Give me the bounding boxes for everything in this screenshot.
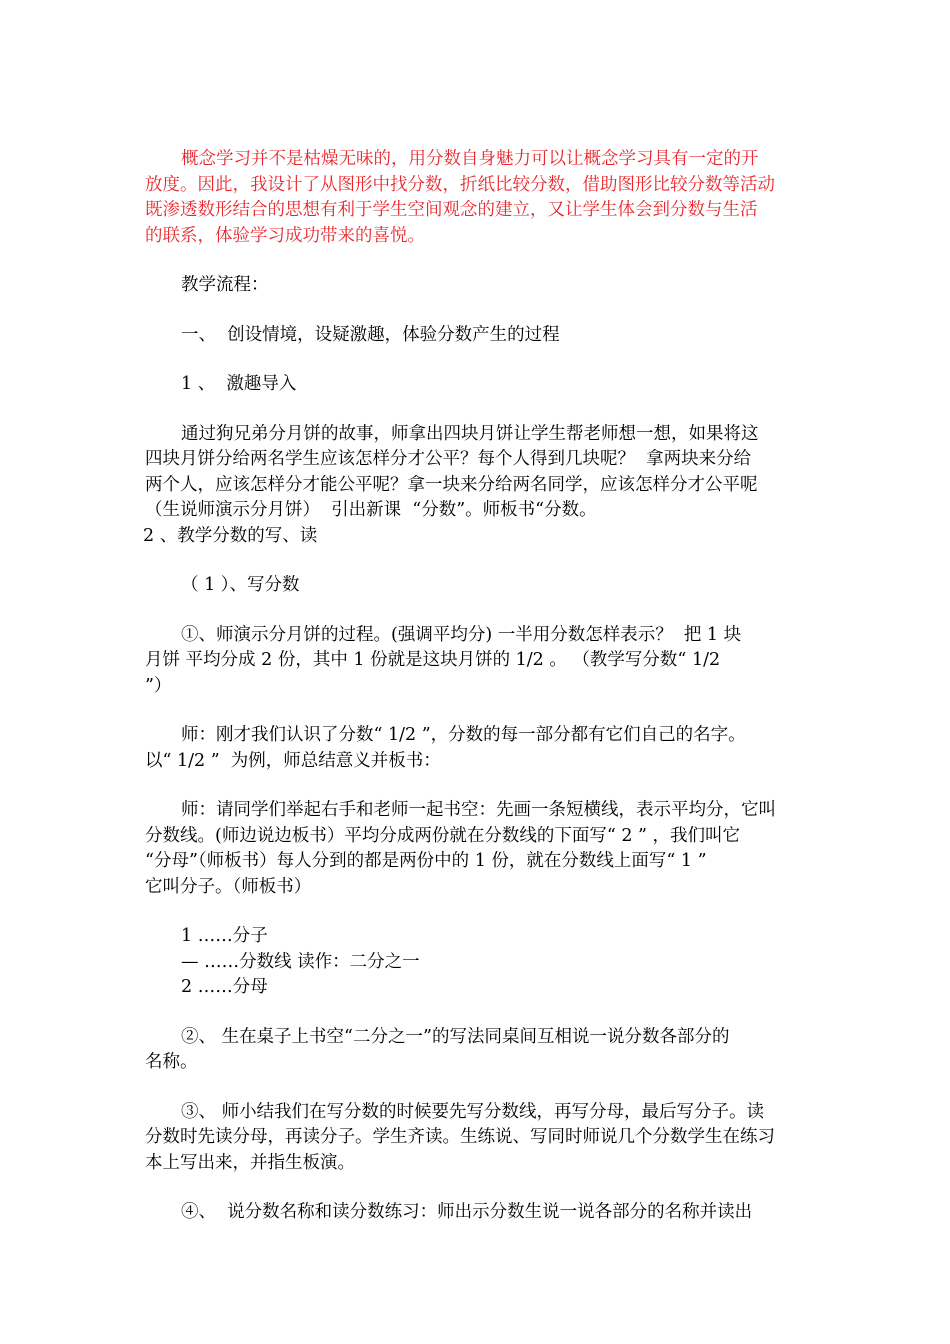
board-line-numerator: 1 ……分子 [181,926,268,946]
story-line: 两个人，应该怎样分才能公平呢？拿一块来分给两名同学，应该怎样分才公平呢 [145,474,758,495]
story-line: 通过狗兄弟分月饼的故事，师拿出四块月饼让学生帮老师想一想，如果将这 [181,423,759,444]
board-line-denominator: 2 ……分母 [181,977,268,997]
intro-line: 既渗透数形结合的思想有利于学生空间观念的建立，又让学生体会到分数与生活 [145,200,758,220]
step2-paragraph [145,1025,813,1076]
intro-paragraph [145,147,813,249]
board-notes [145,924,813,1001]
intro-line: 的联系，体验学习成功带来的喜悦。 [145,225,425,246]
section-heading-1: 一、 创设情境，设疑激趣，体验分数产生的过程 [181,324,560,345]
teacher2-paragraph [145,798,813,900]
subsection-heading-2-1: （ 1 ）、写分数 [181,575,300,595]
step4-line: ④、 说分数名称和读分数练习：师出示分数生说一说各部分的名称并读出 [181,1202,753,1222]
teacher1-paragraph [145,723,813,774]
teacher1-line: 以“ 1/2 ” 为例，师总结意义并板书： [145,750,441,771]
subsection-heading-2: 2 、教学分数的写、读 [143,525,318,546]
step2-line: ②、 生在桌子上书空“二分之一”的写法同桌间互相说一说分数各部分的 [181,1026,730,1047]
step3-paragraph [145,1100,813,1177]
story-line: （生说师演示分月饼） 引出新课 “分数”。师板书“分数。 [145,500,597,520]
board-line-fraction-bar: — ……分数线 读作：二分之一 [181,951,420,972]
step3-line: 分数时先读分母，再读分子。学生齐读。生练说、写同时师说几个分数学生在练习 [145,1127,775,1147]
intro-line: 放度。因此，我设计了从图形中找分数，折纸比较分数，借助图形比较分数等活动 [145,174,775,195]
teacher1-line: 师：刚才我们认识了分数“ 1/2 ”，分数的每一部分都有它们自己的名字。 [181,725,746,745]
step1-line: ①、师演示分月饼的过程。(强调平均分) 一半用分数怎样表示？ 把 1 块 [181,624,742,645]
step2-line: 名称。 [145,1052,198,1072]
story-paragraph [145,422,813,524]
teacher2-line: 师：请同学们举起右手和老师一起书空：先画一条短横线，表示平均分，它叫 [181,800,776,820]
teacher2-line: “分母”（师板书）每人分到的都是两份中的 1 份，就在分数线上面写“ 1 ” [145,851,707,871]
step1-line: 月饼 平均分成 2 份，其中 1 份就是这块月饼的 1/2 。 （教学写分数“ 1/2 [145,650,721,670]
document-page [145,147,813,1226]
flow-title: 教学流程： [181,275,269,295]
teacher2-line: 分数线。(师边说边板书）平均分成两份就在分数线的下面写“ 2 ” ，我们叫它 [145,825,741,846]
step4-paragraph [145,1200,813,1226]
teacher2-line: 它叫分子。（师板书） [145,876,312,897]
step1-paragraph [145,623,813,700]
step1-line: ”） [145,675,172,696]
subsection-heading-1: 1 、 激趣导入 [181,374,297,394]
story-line: 四块月饼分给两名学生应该怎样分才公平？每个人得到几块呢？ 拿两块来分给 [145,449,752,469]
intro-line: 概念学习并不是枯燥无味的，用分数自身魅力可以让概念学习具有一定的开 [181,149,759,169]
step3-line: ③、 师小结我们在写分数的时候要先写分数线，再写分母，最后写分子。读 [181,1101,765,1122]
step3-line: 本上写出来，并指生板演。 [145,1152,355,1173]
